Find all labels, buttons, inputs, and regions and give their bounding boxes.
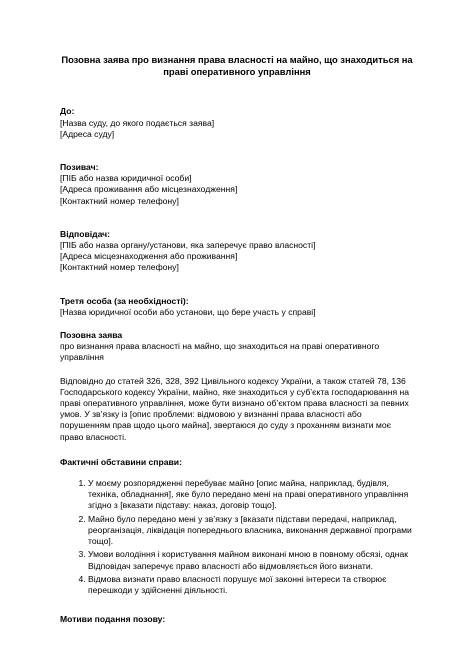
plaintiff-section bbox=[60, 162, 414, 207]
facts-item: 2. Майно було передано мені у зв’язку з [вказати підстави передачі, наприклад, реорганізація, ліквідація попереднього власника, виконання державної програми тощо]. bbox=[88, 514, 414, 548]
third-party-line: [Назва юридичної особи або установи, що бере участь у справі] bbox=[60, 306, 316, 317]
document-title: Позовна заява про визнання права власності на майно, що знаходиться на праві оперативного управління bbox=[61, 54, 413, 78]
claim-section bbox=[60, 330, 414, 364]
addressee-line: [Назва суду, до якого подається заява] bbox=[60, 117, 215, 128]
intro-section bbox=[60, 376, 414, 443]
claim-subject: про визнання права власності на майно, що знаходиться на праві оперативного управління bbox=[60, 341, 380, 363]
third-party-label: Третя особа (за необхідності): bbox=[60, 295, 189, 306]
defendant-line: [ПІБ або назва органу/установи, яка заперечує право власності] bbox=[60, 240, 316, 251]
defendant-section bbox=[60, 229, 414, 274]
facts-item: 4. Відмова визнати право власності порушує мої законні інтереси та створює перешкоди у здійсненні діяльності. bbox=[88, 574, 414, 596]
third-party-section bbox=[60, 296, 414, 318]
facts-title: Фактичні обставини справи: bbox=[60, 456, 182, 467]
intro-paragraph: Відповідно до статей 326, 328, 392 Цивільного кодексу України, а також статей 78, 136 Господарського кодексу України, майно, яке знаходиться у суб’єкта господарювання на праві оперативного управління, може бути визнано об’єктом права власності за певних умов. У зв’язку із [опис проблеми: відмовою у визнанні права власності або порушенням прав щодо цього майна], звертаюся до суду з проханням визнати моє право власності. bbox=[60, 375, 410, 442]
facts-item: 1. У моєму розпорядженні перебуває майно [опис майна, наприклад, будівля, техніка, обладнання], яке було передано мені на праві оперативного управління згідно з [вказати підставу: наказ, договір тощо]. bbox=[88, 478, 414, 512]
defendant-line: [Контактний номер телефону] bbox=[60, 262, 179, 273]
facts-list bbox=[60, 478, 414, 596]
plaintiff-line: [Адреса проживання або місцезнаходження] bbox=[60, 184, 238, 195]
addressee-line: [Адреса суду] bbox=[60, 128, 115, 139]
motives-title: Мотиви подання позову: bbox=[60, 614, 166, 625]
defendant-label: Відповідач: bbox=[60, 228, 111, 239]
facts-item: 3. Умови володіння і користування майном виконані мною в повному обсязі, однак Відповідач заперечує право власності або відмовляється його визнати. bbox=[88, 549, 414, 571]
addressee-section bbox=[60, 106, 414, 140]
addressee-label: До: bbox=[60, 106, 75, 117]
claim-label: Позовна заява bbox=[60, 330, 123, 341]
plaintiff-line: [ПІБ або назва юридичної особи] bbox=[60, 173, 192, 184]
defendant-line: [Адреса місцезнаходження або проживання] bbox=[60, 251, 238, 262]
plaintiff-label: Позивач: bbox=[60, 162, 99, 173]
plaintiff-line: [Контактний номер телефону] bbox=[60, 195, 179, 206]
